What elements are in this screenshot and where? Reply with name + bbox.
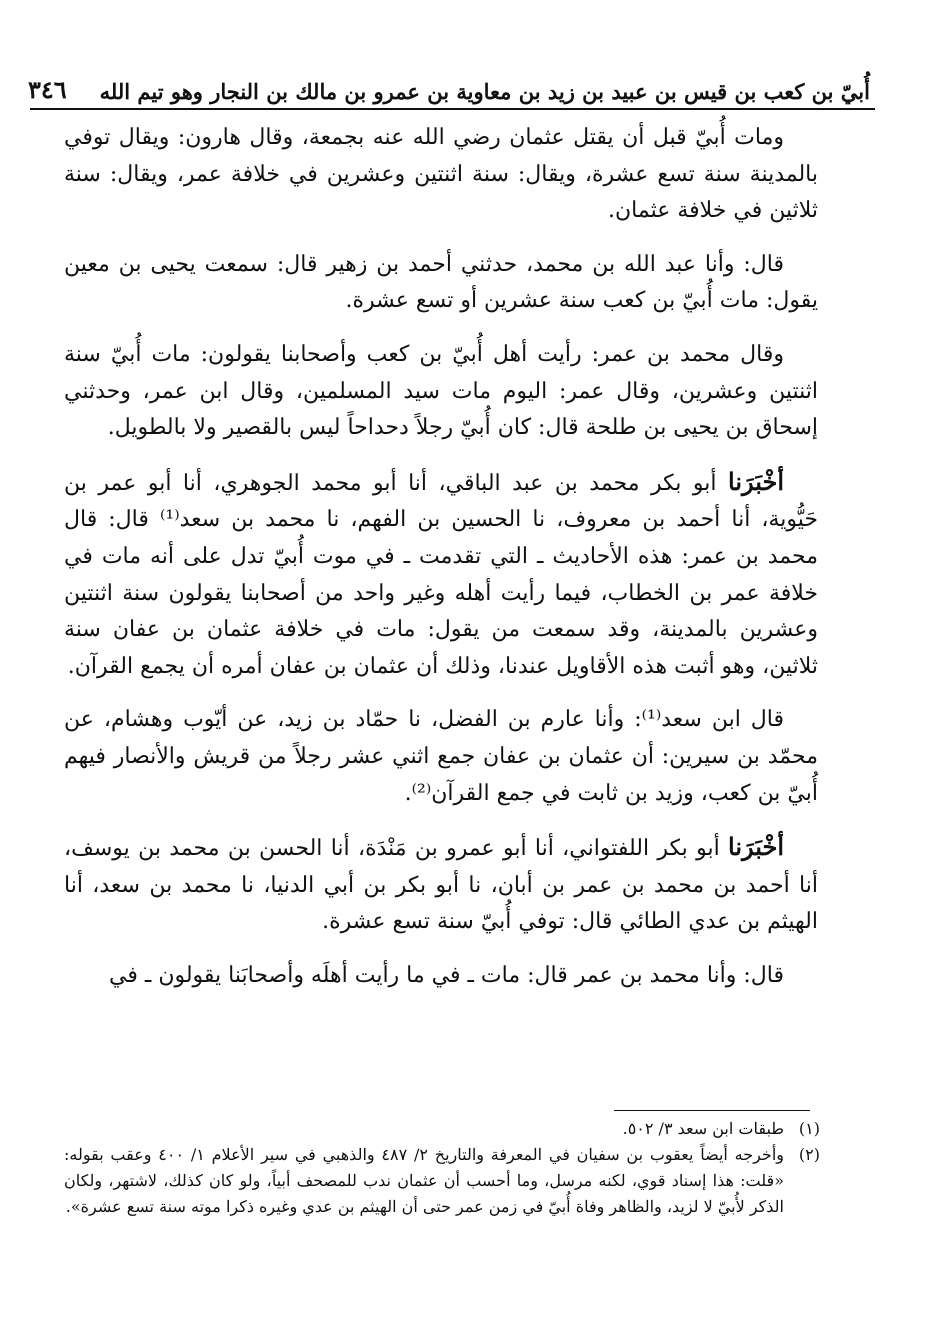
main-text (64, 120, 818, 1011)
paragraph-lead-word: أخْبَرَنا (728, 832, 784, 862)
paragraph-lead-word: أخْبَرَنا (728, 466, 784, 496)
paragraph (64, 702, 818, 812)
footnote-number: (١) (798, 1119, 820, 1138)
paragraph-text: أبو بكر اللفتواني، أنا أبو عمرو بن مَنْدَة، أنا الحسن بن محمد بن يوسف، أنا أحمد بن محمد بن عمر بن أبان، نا أبو بكر بن أبي الدنيا، نا محمد بن سعد، أنا الهيثم بن عدي الطائي قال: توفي أُبيّ سنة تسع عشرة. (64, 836, 818, 935)
paragraph-text: قال ابن سعد⁽¹⁾: وأنا عارم بن الفضل، نا حمّاد بن زيد، عن أيّوب وهشام، عن محمّد بن سيرين: أن عثمان بن عفان جمع اثني عشر رجلاً من قريش والأنصار فيهم أُبيّ بن كعب، وزيد بن ثابت في جمع القرآن⁽²⁾. (64, 707, 818, 806)
paragraph (64, 958, 818, 995)
footnote (64, 1116, 820, 1142)
footnotes (64, 1116, 820, 1220)
paragraph (64, 120, 818, 230)
paragraph-text: وقال محمد بن عمر: رأيت أهل أُبيّ بن كعب وأصحابنا يقولون: مات أُبيّ سنة اثنتين وعشرين، وقال عمر: اليوم مات سيد المسلمين، وقال ابن عمر، وحدثني إسحاق بن يحيى بن طلحة قال: كان أُبيّ رجلاً دحداحاً ليس بالقصير ولا بالطويل. (64, 341, 818, 441)
footnote-number: (٢) (798, 1145, 820, 1164)
paragraph-text: ومات أُبيّ قبل أن يقتل عثمان رضي الله عنه بجمعة، وقال هارون: ويقال توفي بالمدينة سنة تسع عشرة، ويقال: سنة اثنتين وعشرين في خلافة عمر، ويقال: سنة ثلاثين في خلافة عثمان. (64, 125, 818, 224)
paragraph-text: قال: وأنا عبد الله بن محمد، حدثني أحمد بن زهير قال: سمعت يحيى بن معين يقول: مات أُبيّ بن كعب سنة عشرين أو تسع عشرة. (64, 251, 818, 314)
footnote-text: وأخرجه أيضاً يعقوب بن سفيان في المعرفة والتاريخ ٢/ ٤٨٧ والذهبي في سير الأعلام ١/ ٤٠٠ وعقب بقوله: «قلت: هذا إسناد قوي، لكنه مرسل، وما أحسب أن عثمان ندب للمصحف أبياً، ولو كان كذلك، لاشتهر، ولكان الذكر لأُبيّ لا لزيد، والظاهر وفاة أُبيّ في زمن عمر حتى أن الهيثم بن عدي وغيره ذكرا موته سنة تسع عشرة». (64, 1145, 784, 1216)
footnote-separator (614, 1110, 810, 1111)
header-rule (30, 108, 875, 110)
paragraph (64, 464, 818, 686)
paragraph (64, 829, 818, 941)
running-title: أُبيّ بن كعب بن قيس بن عبيد بن زيد بن معاوية بن عمرو بن مالك بن النجار وهو تيم الله (99, 79, 870, 104)
footnote (64, 1142, 820, 1220)
page-number: ٣٤٦ (28, 75, 67, 104)
paragraph-text: أبو بكر محمد بن عبد الباقي، أنا أبو محمد الجوهري، أنا أبو عمر بن حَيُّوية، أنا أحمد بن معروف، نا الحسين بن الفهم، نا محمد بن سعد⁽¹⁾ قال: قال محمد بن عمر: هذه الأحاديث ـ التي تقدمت ـ في موت أُبيّ تدل على أنه مات في خلافة عمر بن الخطاب، فيما رأيت أهله وغير واحد من أصحابنا يقولون سنة اثنتين وعشرين بالمدينة، وقد سمعت من يقول: مات في خلافة عثمان بن عفان سنة ثلاثين، وهو أثبت هذه الأقاويل عندنا، وذلك أن عثمان بن عفان أمره أن يجمع القرآن. (64, 470, 818, 679)
footnote-text: طبقات ابن سعد ٣/ ٥٠٢. (622, 1119, 784, 1138)
running-header (28, 58, 870, 104)
paragraph-text: قال: وأنا محمد بن عمر قال: مات ـ في ما رأيت أهلَه وأصحابَنا يقولون ـ في (109, 962, 784, 988)
paragraph (64, 337, 818, 447)
paragraph (64, 247, 818, 320)
